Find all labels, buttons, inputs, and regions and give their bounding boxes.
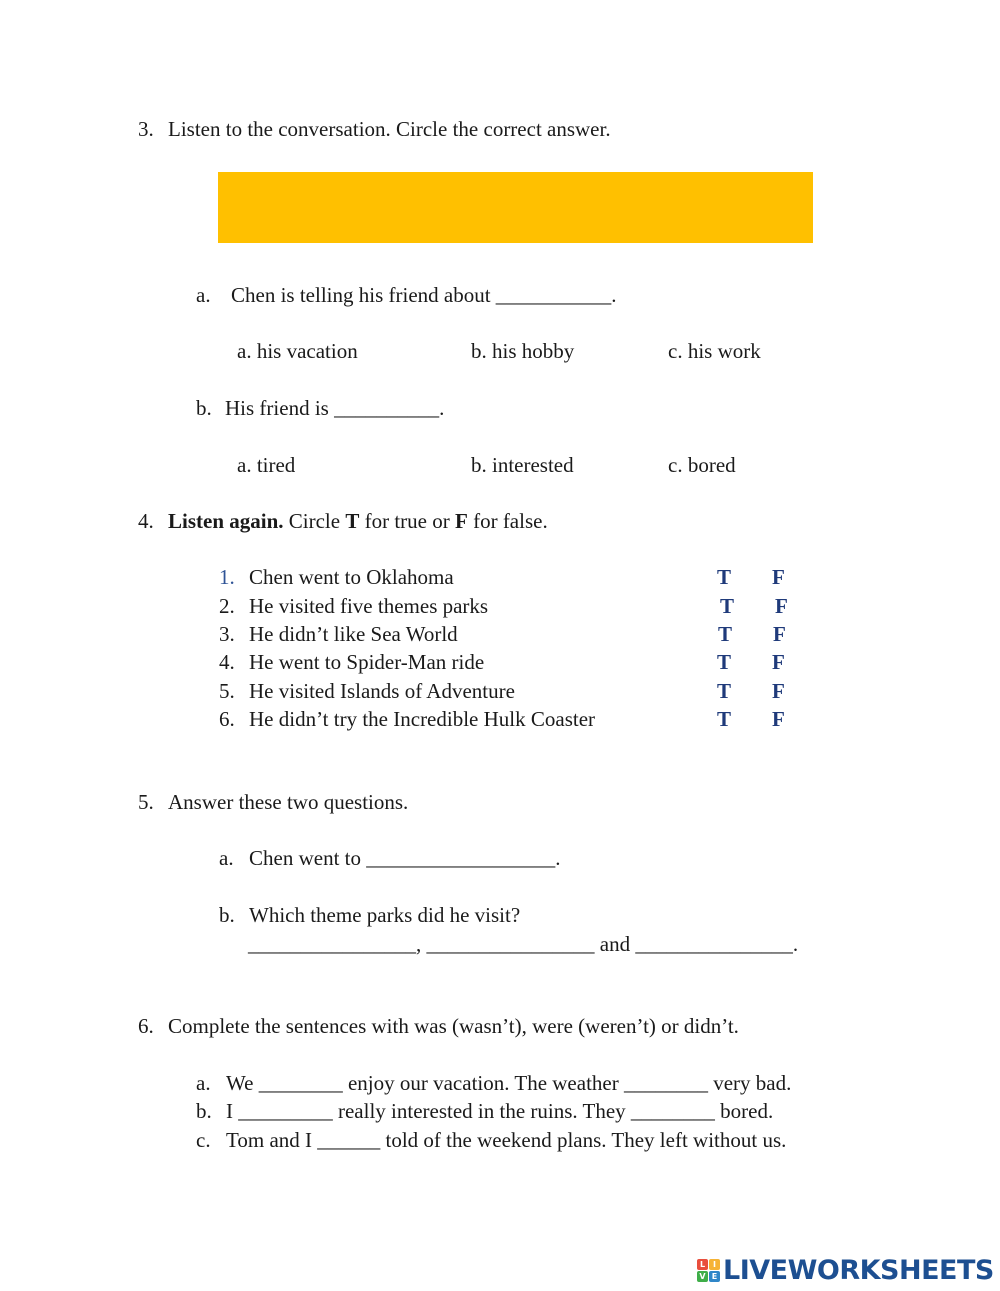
logo-text: LIVEWORKSHEETS [723, 1254, 994, 1286]
q6b-text[interactable]: I _________ really interested in the ruins. They ________ bored. [226, 1099, 774, 1123]
q5b-text: Which theme parks did he visit? [249, 903, 521, 927]
q4-false-option[interactable]: F [772, 679, 785, 703]
q3b-stem: His friend is __________. [225, 396, 445, 420]
q4-number: 4. [138, 509, 154, 533]
q3a-stem: Chen is telling his friend about ___________. [231, 283, 617, 307]
q5a-letter: a. [219, 846, 234, 870]
q4-false-option[interactable]: F [772, 707, 785, 731]
q4-statement-text: He didn’t like Sea World [249, 622, 458, 646]
q6c-letter: c. [196, 1128, 211, 1152]
logo-box: V [697, 1271, 708, 1282]
audio-player-bar[interactable] [218, 172, 813, 243]
q4-true-option[interactable]: T [717, 565, 732, 589]
q6-number: 6. [138, 1014, 154, 1038]
q5a-text[interactable]: Chen went to __________________. [249, 846, 561, 870]
q4-false-option[interactable]: F [772, 650, 785, 674]
logo-box: I [709, 1259, 720, 1270]
q6c-text[interactable]: Tom and I ______ told of the weekend plans. They left without us. [226, 1128, 787, 1152]
q5b-answer-line[interactable]: ________________, ________________ and _______________. [248, 932, 799, 956]
q3-number: 3. [138, 117, 154, 141]
q5-instruction: Answer these two questions. [168, 790, 409, 814]
q4-false-option[interactable]: F [775, 594, 788, 618]
q3-instruction: Listen to the conversation. Circle the correct answer. [168, 117, 611, 141]
q3a-letter: a. [196, 283, 211, 307]
q4-statement-text: He didn’t try the Incredible Hulk Coaster [249, 707, 596, 731]
q4-true-option[interactable]: T [720, 594, 735, 618]
q4-statement-number: 1. [219, 565, 235, 589]
q4-statement-text: He went to Spider-Man ride [249, 650, 485, 674]
q6b-letter: b. [196, 1099, 212, 1123]
q4-statement-number: 5. [219, 679, 235, 703]
q4-true-option[interactable]: T [717, 707, 732, 731]
logo-icon [697, 1259, 720, 1282]
q4-false-option[interactable]: F [772, 565, 785, 589]
q4-false-option[interactable]: F [773, 622, 786, 646]
logo-box: E [709, 1271, 720, 1282]
q4-statement-text: He visited five themes parks [249, 594, 489, 618]
q4-instruction-post: for false. [473, 509, 548, 533]
q4-statement-number: 4. [219, 650, 235, 674]
logo-box: L [697, 1259, 708, 1270]
q4-instruction-bold: Listen again. [168, 509, 284, 533]
q4-statement-text: He visited Islands of Adventure [249, 679, 515, 703]
liveworksheets-logo [697, 1253, 994, 1287]
q4-true-option[interactable]: T [718, 622, 733, 646]
q4-instruction-mid: for true or [364, 509, 450, 533]
q3a-option-c[interactable]: c. his work [668, 339, 761, 363]
q6a-text[interactable]: We ________ enjoy our vacation. The weather ________ very bad. [226, 1071, 792, 1095]
q4-true-option[interactable]: T [717, 650, 732, 674]
q4-instruction-pre: Circle [288, 509, 341, 533]
q5-number: 5. [138, 790, 154, 814]
q3b-option-a[interactable]: a. tired [237, 453, 296, 477]
q3b-option-c[interactable]: c. bored [668, 453, 736, 477]
q3a-option-a[interactable]: a. his vacation [237, 339, 358, 363]
q4-instruction [168, 508, 548, 534]
q4-f-letter: F [455, 509, 468, 533]
q4-statement-number: 2. [219, 594, 235, 618]
q4-t-letter: T [345, 509, 360, 533]
q5b-letter: b. [219, 903, 235, 927]
q4-statement-text: Chen went to Oklahoma [249, 565, 454, 589]
q4-statement-number: 6. [219, 707, 235, 731]
q4-statement-number: 3. [219, 622, 235, 646]
q3b-letter: b. [196, 396, 212, 420]
q3b-option-b[interactable]: b. interested [471, 453, 574, 477]
q3a-option-b[interactable]: b. his hobby [471, 339, 575, 363]
q6-instruction: Complete the sentences with was (wasn’t), were (weren’t) or didn’t. [168, 1014, 739, 1038]
q4-true-option[interactable]: T [717, 679, 732, 703]
q6a-letter: a. [196, 1071, 211, 1095]
